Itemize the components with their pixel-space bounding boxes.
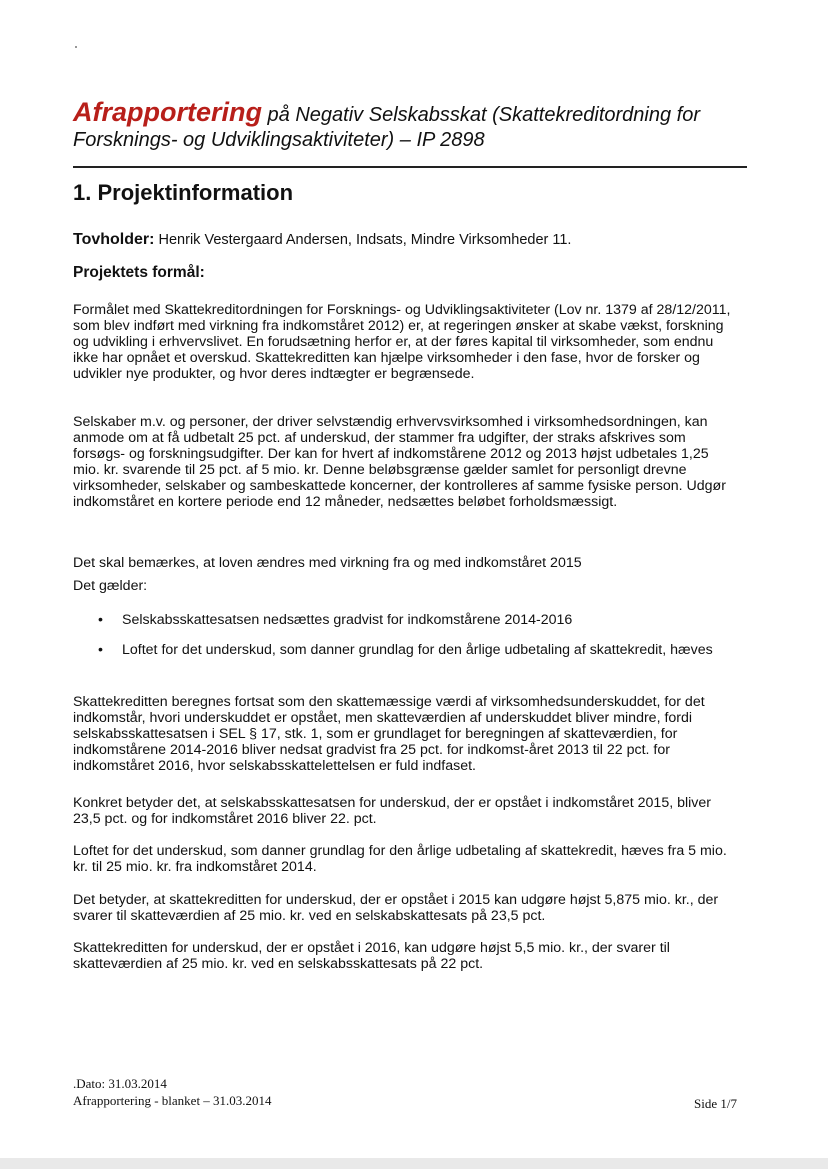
title-divider (73, 166, 747, 168)
purpose-heading: Projektets formål: (73, 264, 205, 281)
document-title (73, 97, 745, 152)
paragraph-eligibility: Selskaber m.v. og personer, der driver selvstændig erhvervsvirksomhed i virksomhedsordningen, kan anmode om at få udbetalt 25 pct. af underskud, der stammer fra udgifter, der straks afskrives som forsøgs- og forskningsudgifter. Der kan for hvert af indkomstårene 2012 og 2013 højst udbetales 1,25 mio. kr. svarende til 25 pct. af 5 mio. kr. Denne beløbsgrænse gælder samlet for personligt drevne virksomheder, selskaber og sambeskattede koncerner, der kontrolleres af samme fysiske person. Udgør indkomståret en kortere periode end 12 måneder, nedsættes beløbet forholdsmæssigt. (73, 414, 726, 510)
paragraph-calculation: Skattekreditten beregnes fortsat som den skattemæssige værdi af virksomhedsunderskuddet, for det indkomstår, hvori underskuddet er opstået, men skatteværdien af underskuddet bliver mindre, fordi selskabsskattesatsen i SEL § 17, stk. 1, som er grundlaget for beregningen af skatteværdien, for indkomstårene 2014-2016 bliver nedsat gradvist fra 25 pct. for indkomst-året 2013 til 22 pct. for indkomståret 2016, hvor selskabsskattelettelsen er fuld indfaset. (73, 694, 705, 774)
title-line-2: Forsknings- og Udviklingsaktiviteter) – IP 2898 (73, 129, 485, 151)
paragraph-2015: Det betyder, at skattekreditten for underskud, der er opstået i 2015 kan udgøre højst 5,875 mio. kr., der svarer til skatteværdien af 25 mio. kr. ved en selskabskattesats på 23,5 pct. (73, 892, 719, 924)
holder-value: Henrik Vestergaard Andersen, Indsats, Mindre Virksomheder 11. (154, 232, 572, 248)
list-item-text: Loftet for det underskud, som danner grundlag for den årlige udbetaling af skattekredit, hæves (122, 642, 713, 658)
paragraph-2016: Skattekreditten for underskud, der er opstået i 2016, kan udgøre højst 5,5 mio. kr., der svarer til skatteværdien af 25 mio. kr. ved en selskabsskattesats på 22 pct. (73, 940, 670, 972)
page-bottom-edge (0, 1158, 828, 1169)
holder-label: Tovholder: (73, 231, 155, 248)
paragraph-ceiling: Loftet for det underskud, som danner grundlag for den årlige udbetaling af skattekredit, hæves fra 5 mio. kr. til 25 mio. kr. fra indkomståret 2014. (73, 843, 727, 875)
list-item-text: Selskabsskattesatsen nedsættes gradvist for indkomstårene 2014-2016 (122, 612, 573, 628)
bullet-icon: • (98, 642, 103, 658)
paragraph-purpose: Formålet med Skattekreditordningen for Forsknings- og Udviklingsaktiviteter (Lov nr. 1379 af 28/12/2011, som blev indført med virkning fra indkomståret 2012) er, at regeringen ønsker at skabe vækst, forskning og udvikling i erhvervslivet. En forudsætning herfor er, at der føres kapital til virksomheder, som endnu ikke har opnået et overskud. Skattekreditten kan hjælpe virksomheder i den fase, hvor de forsker og udvikler nye produkter, og hvor deres indtægter er begrænsede. (73, 302, 731, 382)
footer-date: .Dato: 31.03.2014 (73, 1076, 167, 1091)
scan-speck (75, 46, 77, 48)
footer-page-number: Side 1/7 (694, 1096, 737, 1111)
paragraph-law-change: Det skal bemærkes, at loven ændres med virkning fra og med indkomståret 2015 (73, 555, 582, 571)
bullet-icon: • (98, 612, 103, 628)
footer-form-name: Afrapportering - blanket – 31.03.2014 (73, 1093, 272, 1108)
project-holder (73, 231, 571, 249)
title-rest: på Negativ Selskabsskat (Skattekreditordning for (262, 104, 700, 126)
section-heading: 1. Projektinformation (73, 180, 294, 205)
paragraph-applies: Det gælder: (73, 578, 148, 594)
title-line-1 (73, 97, 745, 127)
paragraph-concrete: Konkret betyder det, at selskabsskattesatsen for underskud, der er opstået i indkomståret 2015, bliver 23,5 pct. og for indkomståret 2016 bliver 22. pct. (73, 795, 711, 827)
title-emphasis: Afrapportering (73, 97, 262, 127)
